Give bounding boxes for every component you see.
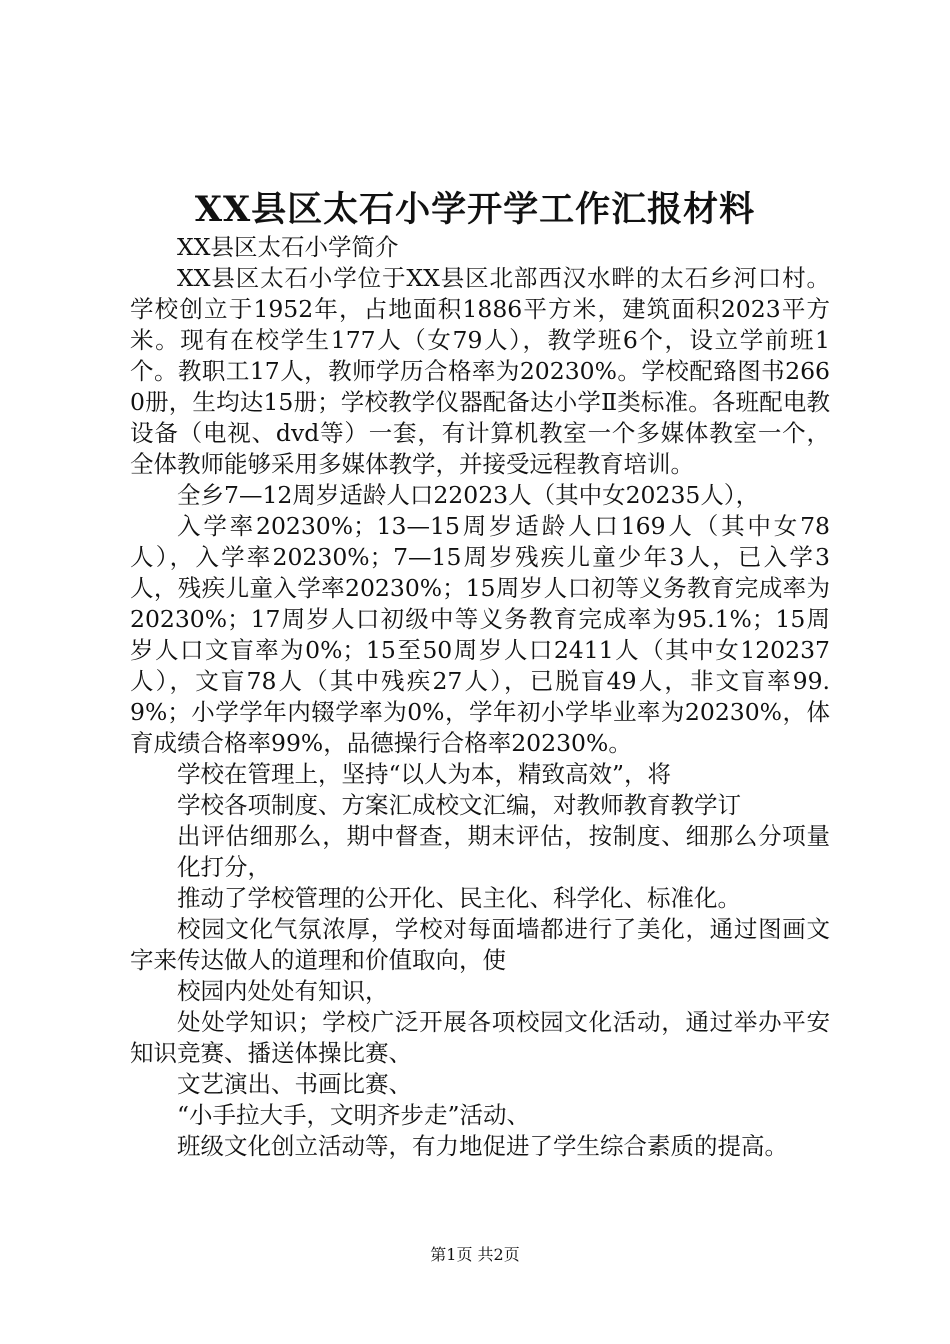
paragraph-evaluation: 出评估细那么，期中督查，期末评估，按制度、细那么分项量化打分，	[177, 822, 830, 881]
paragraph-activities: 处处学知识；学校广泛开展各项校园文化活动，通过举办平安知识竞赛、播送体操比赛、	[130, 1008, 830, 1067]
paragraph-hand-in-hand: “小手拉大手，文明齐步走”活动、	[177, 1101, 531, 1129]
paragraph-population-stats: 全乡7—12周岁适龄人口22023人（其中女20235人），	[177, 481, 760, 509]
paragraph-regulations: 学校各项制度、方案汇成校文汇编，对教师教育教学订	[177, 791, 741, 819]
document-title: XX县区太石小学开学工作汇报材料	[194, 189, 756, 230]
page-footer: 第1页 共2页	[430, 1245, 520, 1264]
paragraph-class-culture: 班级文化创立活动等，有力地促进了学生综合素质的提高。	[177, 1132, 788, 1160]
paragraph-knowledge-everywhere: 校园内处处有知识，	[177, 977, 389, 1005]
paragraph-enrollment-stats: 入学率20230%；13—15周岁适龄人口169人（其中女78人），入学率20230%；7—15周岁残疾儿童少年3人，已入学3人，残疾儿童入学率20230%；15周岁人口初等义务教育完成率为20230%；17周岁人口初级中等义务教育完成率为95.1%；15周岁人口文盲率为0%；15至50周岁人口2411人（其中女120237人），文盲78人（其中残疾27人），已脱盲49人，非文盲率99.9%；小学学年内辍学率为0%，学年初小学毕业率为20230%，体育成绩合格率99%，品德操行合格率20230%。	[130, 512, 830, 757]
document-body	[130, 232, 830, 1162]
paragraph-management-result: 推动了学校管理的公开化、民主化、科学化、标准化。	[177, 884, 741, 912]
paragraph-school-overview: XX县区太石小学位于XX县区北部西汉水畔的太石乡河口村。学校创立于1952年，占地面积1886平方米，建筑面积2023平方米。现有在校学生177人（女79人），教学班6个，设立学前班1个。教职工17人，教师学历合格率为20230%。学校配臵图书2660册，生均达15册；学校教学仪器配备达小学Ⅱ类标准。各班配电教设备（电视、dvd等）一套，有计算机教室一个多媒体教室一个，全体教师能够采用多媒体教学，并接受远程教育培训。	[130, 264, 830, 478]
paragraph-performances: 文艺演出、书画比赛、	[177, 1070, 412, 1098]
paragraph-campus-culture: 校园文化气氛浓厚，学校对每面墙都进行了美化，通过图画文字来传达做人的道理和价值取向，使	[130, 915, 830, 974]
paragraph-management: 学校在管理上，坚持“以人为本，精致高效”，将	[177, 760, 672, 788]
paragraph-intro-heading: XX县区太石小学简介	[177, 233, 399, 261]
